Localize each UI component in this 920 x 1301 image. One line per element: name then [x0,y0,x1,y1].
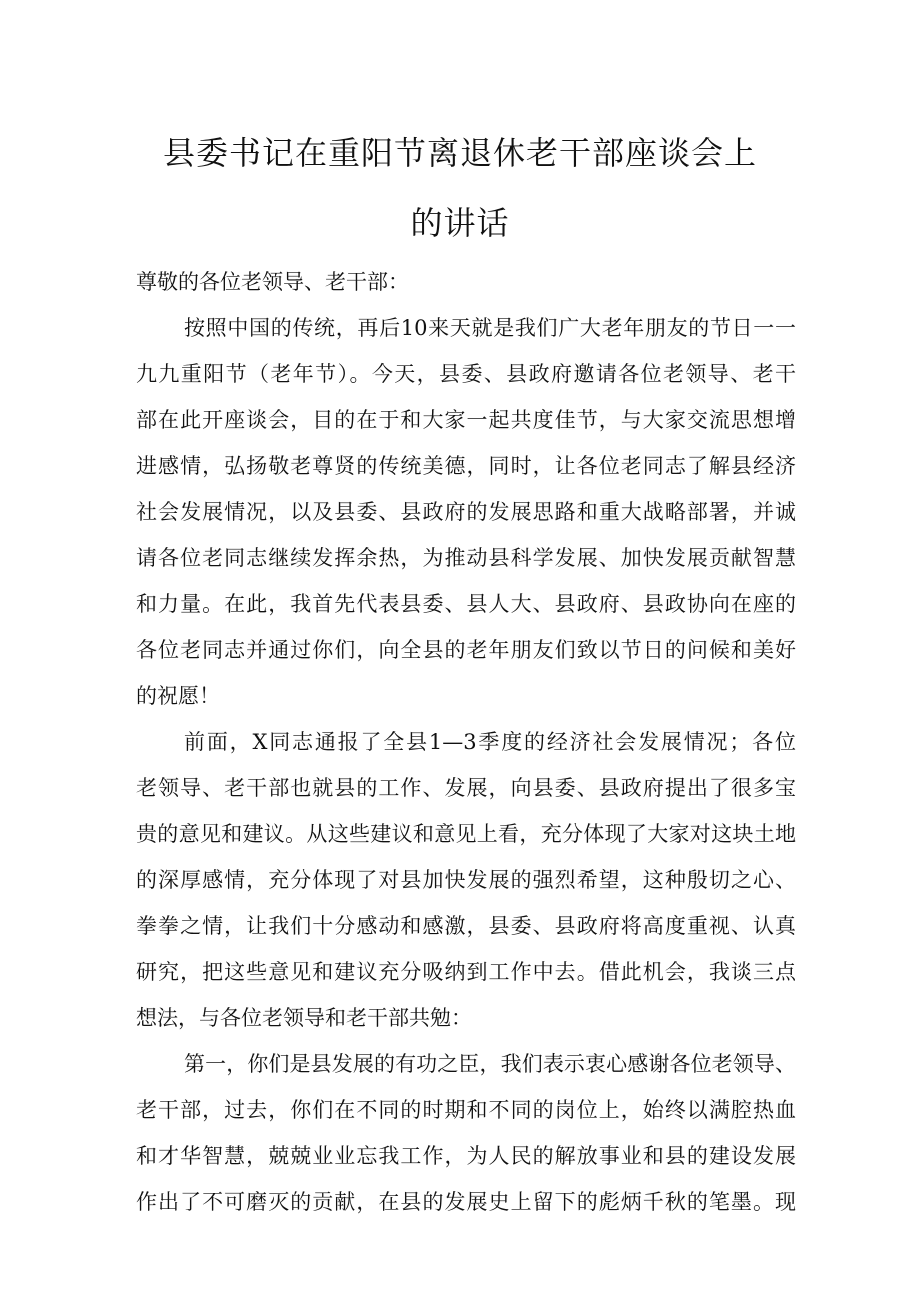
paragraph-3-line: 第一，你们是县发展的有功之臣，我们表示衷心感谢各位老领导、 [184,1052,796,1076]
paragraph-2-line: 前面，X同志通报了全县1—3季度的经济社会发展情况；各位 [184,730,796,754]
paragraph-1-line: 的祝愿！ [136,684,220,708]
salutation: 尊敬的各位老领导、老干部： [136,270,409,294]
paragraph-2-line: 的深厚感情，充分体现了对县加快发展的强烈希望，这种殷切之心、 [136,868,796,892]
paragraph-1-line: 进感情，弘扬敬老尊贤的传统美德，同时，让各位老同志了解县经济 [136,454,796,478]
paragraph-1-line: 部在此开座谈会，目的在于和大家一起共度佳节，与大家交流思想增 [136,408,796,432]
paragraph-1-line: 各位老同志并通过你们，向全县的老年朋友们致以节日的问候和美好 [136,638,796,662]
paragraph-1-line: 按照中国的传统，再后10来天就是我们广大老年朋友的节日一一 [184,316,796,340]
paragraph-2-line: 拳拳之情，让我们十分感动和感激，县委、县政府将高度重视、认真 [136,914,796,938]
paragraph-3-line: 作出了不可磨灭的贡献，在县的发展史上留下的彪炳千秋的笔墨。现 [136,1190,796,1214]
paragraph-2-line: 研究，把这些意见和建议充分吸纳到工作中去。借此机会，我谈三点 [136,960,796,984]
paragraph-3-line: 老干部，过去，你们在不同的时期和不同的岗位上，始终以满腔热血 [136,1098,796,1122]
paragraph-3-line: 和才华智慧，兢兢业业忘我工作，为人民的解放事业和县的建设发展 [136,1144,796,1168]
paragraph-2-line: 老领导、老干部也就县的工作、发展，向县委、县政府提出了很多宝 [136,776,796,800]
paragraph-2-line: 贵的意见和建议。从这些建议和意见上看，充分体现了大家对这块土地 [136,822,796,846]
document-title-line-1: 县委书记在重阳节离退休老干部座谈会上 [162,134,757,172]
paragraph-1-line: 九九重阳节（老年节）。今天，县委、县政府邀请各位老领导、老干 [136,362,796,386]
document-title-line-2: 的讲话 [410,204,510,242]
paragraph-2-line: 想法，与各位老领导和老干部共勉： [136,1006,472,1030]
paragraph-1-line: 和力量。在此，我首先代表县委、县人大、县政府、县政协向在座的 [136,592,796,616]
paragraph-1-line: 社会发展情况，以及县委、县政府的发展思路和重大战略部署，并诚 [136,500,796,524]
document-body [136,262,796,1228]
paragraph-1-line: 请各位老同志继续发挥余热，为推动县科学发展、加快发展贡献智慧 [136,546,796,570]
